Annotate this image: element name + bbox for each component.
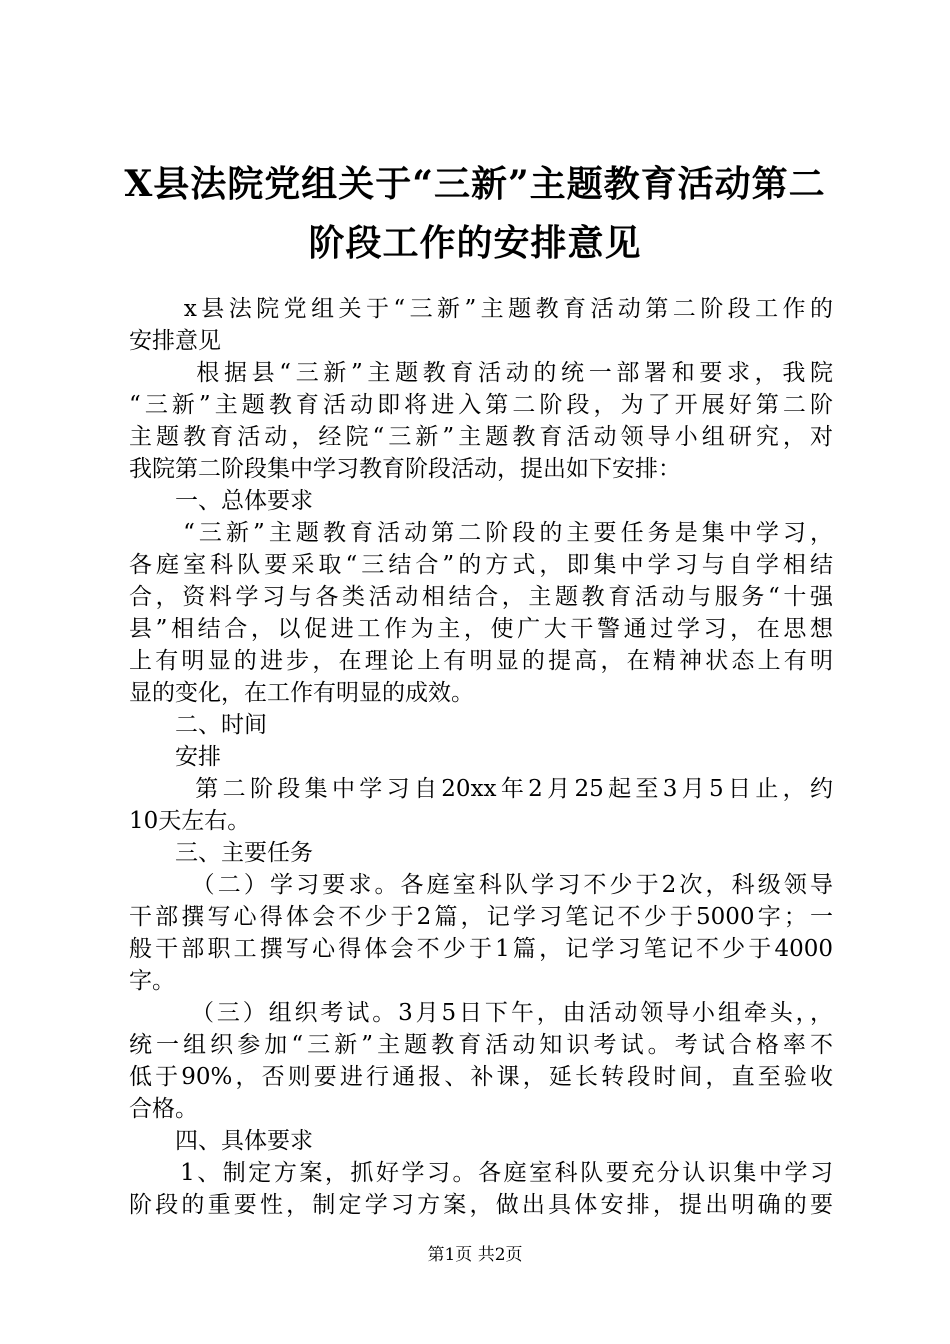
- body-line: [129, 709, 833, 741]
- document-title-line-1: X县法院党组关于“三新”主题教育活动第二: [124, 163, 826, 205]
- body-line-text: 统一组织参加“三新”主题教育活动知识考试。考试合格率不: [129, 1032, 833, 1058]
- body-line-text: 各庭室科队要采取“三结合”的方式，即集中学习与自学相结: [129, 552, 833, 578]
- body-line-text: 阶段的重要性，制定学习方案，做出具体安排，提出明确的要: [129, 1192, 833, 1218]
- body-line: [129, 773, 833, 805]
- body-line: [129, 1125, 833, 1157]
- body-line-text: 干部撰写心得体会不少于2篇，记学习笔记不少于5000字；一: [129, 904, 833, 930]
- body-line: [129, 901, 833, 933]
- body-line: [129, 869, 833, 901]
- body-line-text: 一、总体要求: [129, 488, 313, 514]
- body-line: [129, 837, 833, 869]
- body-line-text: 字。: [129, 968, 175, 994]
- body-line: [129, 645, 833, 677]
- body-line-text: 我院第二阶段集中学习教育阶段活动，提出如下安排：: [129, 456, 681, 482]
- body-line-text: 1、制定方案，抓好学习。各庭室科队要充分认识集中学习: [129, 1160, 833, 1186]
- body-line-text: “三新”主题教育活动即将进入第二阶段，为了开展好第二阶: [129, 392, 833, 418]
- body-line: [129, 485, 833, 517]
- body-line-text: 安排意见: [129, 328, 221, 354]
- body-line: [129, 549, 833, 581]
- body-line-text: 10天左右。: [129, 808, 251, 834]
- document-body: [129, 293, 833, 1221]
- body-line: [129, 1029, 833, 1061]
- body-line: [129, 389, 833, 421]
- body-line-text: 第二阶段集中学习自20xx年2月25起至3月5日止，约: [129, 776, 833, 802]
- body-line-text: x县法院党组关于“三新”主题教育活动第二阶段工作的: [129, 296, 833, 322]
- body-line: [129, 1157, 833, 1189]
- body-line: [129, 293, 833, 325]
- body-line: [129, 453, 833, 485]
- body-line: [129, 325, 833, 357]
- body-line: [129, 517, 833, 549]
- body-line: [129, 1061, 833, 1093]
- body-line-text: （三）组织考试。3月5日下午，由活动领导小组牵头，，: [129, 1000, 833, 1026]
- body-line: [129, 1189, 833, 1221]
- body-line-text: 县”相结合，以促进工作为主，使广大干警通过学习，在思想: [129, 616, 833, 642]
- body-line: [129, 933, 833, 965]
- body-line: [129, 965, 833, 997]
- body-line: [129, 421, 833, 453]
- body-line-text: 低于90%，否则要进行通报、补课，延长转段时间，直至验收: [129, 1064, 833, 1090]
- body-line: [129, 581, 833, 613]
- body-line: [129, 741, 833, 773]
- body-line-text: 合格。: [129, 1096, 198, 1122]
- body-line-text: 三、主要任务: [129, 840, 313, 866]
- body-line-text: 安排: [129, 744, 221, 770]
- body-line-text: 主题教育活动，经院“三新”主题教育活动领导小组研究，对: [129, 424, 833, 450]
- body-line-text: 显的变化，在工作有明显的成效。: [129, 680, 474, 706]
- body-line: [129, 1093, 833, 1125]
- body-line: [129, 357, 833, 389]
- body-line-text: 根据县“三新”主题教育活动的统一部署和要求，我院: [129, 360, 833, 386]
- body-line: [129, 997, 833, 1029]
- page-footer: 第1页 共2页: [427, 1245, 523, 1265]
- body-line: [129, 805, 833, 837]
- body-line-text: 上有明显的进步，在理论上有明显的提高，在精神状态上有明: [129, 648, 833, 674]
- body-line-text: 般干部职工撰写心得体会不少于1篇，记学习笔记不少于4000: [129, 936, 833, 962]
- body-line: [129, 613, 833, 645]
- body-line-text: “三新”主题教育活动第二阶段的主要任务是集中学习，: [129, 520, 833, 546]
- document-title-line-2: 阶段工作的安排意见: [308, 222, 642, 264]
- body-line-text: 合，资料学习与各类活动相结合，主题教育活动与服务“十强: [129, 584, 833, 610]
- body-line-text: （二）学习要求。各庭室科队学习不少于2次，科级领导: [129, 872, 833, 898]
- body-line-text: 二、时间: [129, 712, 267, 738]
- body-line: [129, 677, 833, 709]
- body-line-text: 四、具体要求: [129, 1128, 313, 1154]
